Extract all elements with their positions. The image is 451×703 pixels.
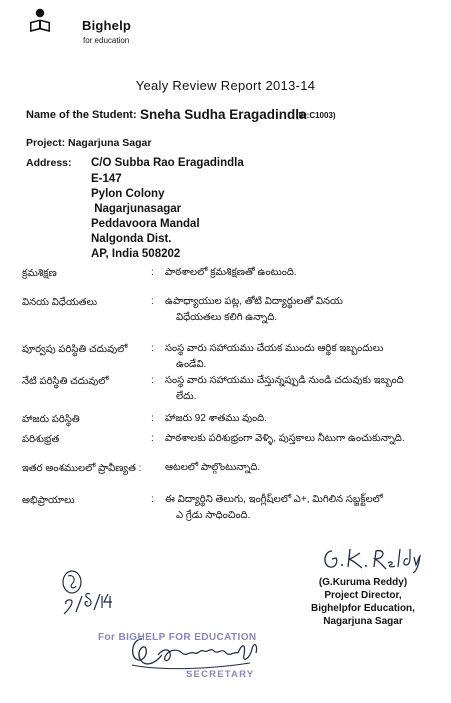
section-other-skills-label: ఇతర అంశములలో ప్రావీణ్యత :: [22, 463, 142, 474]
section-attendance-label: హాజరు పరిస్థితి: [22, 414, 80, 425]
handwritten-signature-initials: [320, 545, 425, 575]
section-value-line: లేదు.: [176, 390, 197, 402]
section-value-line: పాఠశాలలో క్రమశిక్షణతో ఉంటుంది.: [165, 267, 297, 278]
section-value-line: హాజరు 92 శాతము వుంది.: [165, 413, 268, 424]
section-colon: :: [151, 296, 154, 307]
section-other-skills-value: [165, 460, 441, 476]
section-opinions-value: [165, 492, 441, 523]
signatory-title: Project Director,: [324, 590, 402, 601]
seal-secretary-text: SECRETARY: [186, 669, 255, 680]
address-line: C/O Subba Rao Eragadindla: [91, 157, 244, 169]
section-colon: :: [151, 494, 154, 505]
section-colon: :: [151, 267, 154, 278]
section-attendance-value: [165, 411, 441, 427]
project-line: Project: Nagarjuna Sagar: [26, 137, 152, 149]
section-value-line: సంస్థ వారు సహాయము చేయక ముందు ఆర్థిక ఇబ్బందులు: [165, 343, 384, 354]
section-value-line: ఉపాధ్యాయుల పట్ల, తోటి విద్యార్థులతో వినయ: [165, 296, 343, 307]
address-line: AP, India 508202: [91, 248, 181, 260]
address-line: Nagarjunasagar: [91, 203, 182, 215]
section-cleanliness-label: పరిశుభ్రత: [22, 434, 60, 445]
section-discipline-value: [165, 265, 441, 281]
section-past-label: పూర్వపు పరిస్థితి చదువులో: [22, 344, 128, 355]
section-manners-label: వినయ విధేయతలు: [22, 297, 98, 308]
section-colon: :: [151, 413, 154, 424]
reading-person-icon: [28, 8, 52, 36]
address-line: Peddavoora Mandal: [91, 218, 200, 230]
signatory-organization: Bighelpfor Education,: [311, 603, 415, 614]
address-label: Address:: [26, 157, 72, 169]
section-value-line: ఆటలలో పాల్గొంటున్నాది.: [165, 462, 261, 473]
student-name-label: Name of the Student:: [26, 109, 137, 121]
section-manners-value: [165, 294, 441, 325]
section-present-value: [165, 373, 441, 404]
section-value-line: ఈ విద్యార్థిని తెలుగు, ఇంగ్లీష్‌లలో ఎ+, మిగిలిన సబ్జక్ట్‌లలో: [165, 494, 383, 505]
section-present-label: నేటి పరిస్థితి చదువులో: [22, 376, 109, 387]
section-value-line: ఎ గ్రేడు సాధించింది.: [176, 509, 251, 521]
section-cleanliness-value: [165, 431, 441, 447]
section-colon: :: [151, 433, 154, 444]
seal-organization-text: For BIGHELP FOR EDUCATION: [98, 632, 257, 643]
brand-name: Bighelp: [82, 18, 132, 33]
report-title: Yealy Review Report 2013-14: [135, 78, 316, 93]
section-past-value: [165, 341, 441, 372]
section-value-line: పాఠశాలకు పరిశుభ్రంగా వెళ్ళి, పుస్తకాలు నీటుగా ఉంచుకున్నాది.: [165, 433, 405, 444]
student-id: (ID:C1003): [296, 111, 336, 120]
section-colon: :: [151, 375, 154, 386]
student-name: Sneha Sudha Eragadindla: [140, 107, 307, 122]
address-line: E-147: [91, 173, 122, 185]
signatory-location: Nagarjuna Sagar: [323, 616, 403, 627]
brand-tagline: for education: [83, 36, 130, 45]
section-value-line: విధేయతలు కలిగి ఉన్నాది.: [176, 311, 278, 323]
section-opinions-label: అభిప్రాయాలు: [22, 495, 75, 506]
address-line: Pylon Colony: [91, 188, 165, 200]
section-discipline-label: క్రమశిక్షణ: [22, 268, 57, 279]
section-value-line: సంస్థ వారు సహాయము చేస్తున్నప్పుడి నుండి చదువుకు ఇబ్బంది: [165, 375, 404, 386]
section-value-line: ఉండేవి.: [176, 358, 207, 370]
section-colon: :: [151, 343, 154, 354]
address-line: Nalgonda Dist.: [91, 233, 172, 245]
handwritten-date-stamp: [60, 566, 120, 616]
signatory-name: (G.Kuruma Reddy): [318, 577, 408, 588]
